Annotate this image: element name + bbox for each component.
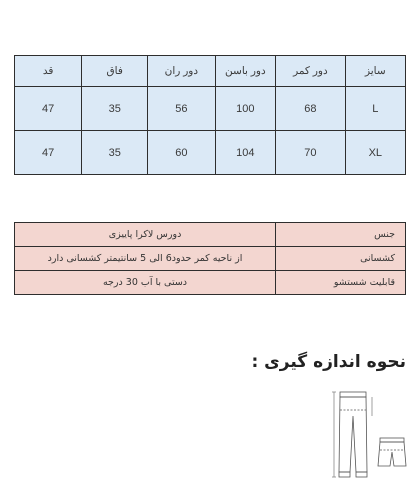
- waist-cell: 68: [276, 87, 345, 131]
- info-label: قابلیت شستشو: [276, 271, 406, 295]
- header-size: سایز: [345, 56, 405, 87]
- info-label: جنس: [276, 223, 406, 247]
- product-info-table: [14, 222, 406, 295]
- info-value: دورس لاکرا پاییزی: [15, 223, 276, 247]
- header-hip: دور باسن: [215, 56, 276, 87]
- thigh-cell: 56: [148, 87, 216, 131]
- info-label: کشسانی: [276, 247, 406, 271]
- info-value: از ناحیه کمر حدود6 الی 5 سانتیمتر کشسانی دارد: [15, 247, 276, 271]
- header-rise: فاق: [82, 56, 148, 87]
- size-row-l: [15, 87, 406, 131]
- hip-cell: 100: [215, 87, 276, 131]
- rise-cell: 35: [82, 131, 148, 175]
- measurement-diagram: [328, 386, 410, 484]
- info-row-washing: [15, 271, 406, 295]
- header-waist: دور کمر: [276, 56, 345, 87]
- waist-cell: 70: [276, 131, 345, 175]
- measurement-guide-heading: نحوه اندازه گیری :: [251, 352, 406, 372]
- size-cell: L: [345, 87, 405, 131]
- size-chart-header-row: [15, 56, 406, 87]
- info-row-material: [15, 223, 406, 247]
- length-cell: 47: [15, 87, 82, 131]
- header-thigh: دور ران: [148, 56, 216, 87]
- info-value: دستی با آب 30 درجه: [15, 271, 276, 295]
- info-row-elasticity: [15, 247, 406, 271]
- size-cell: XL: [345, 131, 405, 175]
- size-row-xl: [15, 131, 406, 175]
- rise-cell: 35: [82, 87, 148, 131]
- size-chart-table: [14, 55, 406, 175]
- shorts-measurement-diagram: [378, 438, 406, 466]
- hip-cell: 104: [215, 131, 276, 175]
- pants-measurement-diagram: [332, 392, 372, 477]
- length-cell: 47: [15, 131, 82, 175]
- thigh-cell: 60: [148, 131, 216, 175]
- header-length: قد: [15, 56, 82, 87]
